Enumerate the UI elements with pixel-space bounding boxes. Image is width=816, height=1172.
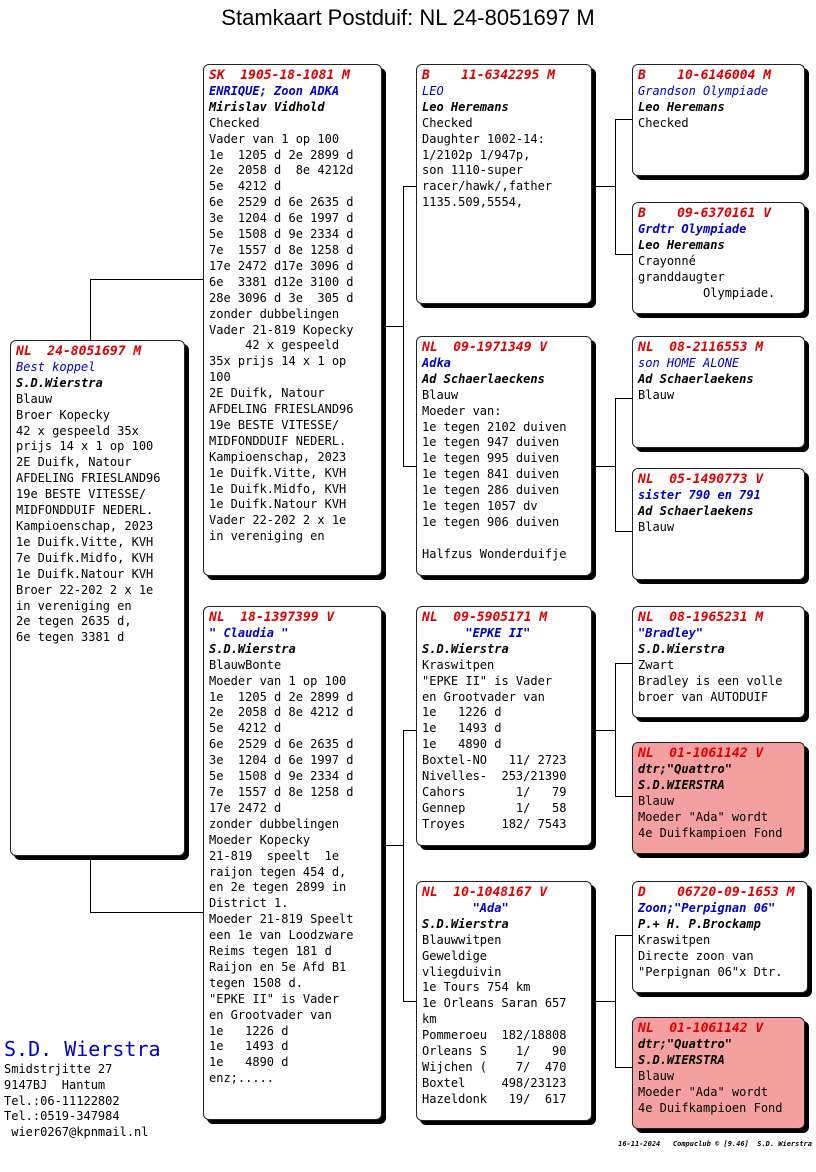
detail-line: en Grootvader van — [209, 1007, 332, 1022]
pigeon-details — [638, 658, 800, 706]
pigeon-nickname: Zoon;"Perpignan 06" — [638, 900, 776, 915]
pedigree-card-sire-dam — [416, 336, 592, 576]
detail-line: Pommeroeu 182/18808 — [422, 1028, 567, 1043]
detail-line: racer/hawk/,father — [422, 179, 553, 194]
detail-line: 7e 1557 d 8e 1258 d — [209, 242, 354, 257]
detail-line: 1e 1226 d — [422, 705, 502, 720]
pigeon-details — [209, 658, 377, 1087]
detail-line: Moeder "Ada" wordt — [638, 1084, 769, 1099]
detail-line: 21-819 speelt 1e — [209, 848, 340, 863]
detail-line: Bradley is een volle — [638, 673, 783, 688]
detail-line: Moeder 21-819 Speelt — [209, 912, 354, 927]
connector-line — [403, 186, 404, 466]
pedigree-card-sire-sire-sire — [632, 64, 805, 176]
detail-line: km — [422, 1012, 437, 1027]
connector-line — [403, 1001, 416, 1002]
pigeon-nickname: Grandson Olympiade — [638, 83, 769, 98]
connector-line — [596, 1001, 615, 1002]
pigeon-nickname: Grdtr Olympiade — [638, 221, 747, 236]
pigeon-owner: Leo Heremans — [638, 99, 725, 114]
detail-line: Blauw — [422, 387, 459, 402]
pedigree-card-dam — [203, 606, 382, 1120]
detail-line: Broer 22-202 2 x 1e — [16, 582, 154, 597]
detail-line: enz;..... — [209, 1071, 275, 1086]
detail-line: Zwart — [638, 657, 675, 672]
connector-line — [90, 279, 203, 280]
ring-number: NL 08-1965231 M — [638, 610, 764, 625]
detail-line: Checked — [638, 115, 689, 130]
detail-line: 1e Duifk.Vitte, KVH — [209, 465, 347, 480]
detail-line: Blauw — [16, 391, 53, 406]
pigeon-owner: Leo Heremans — [422, 99, 509, 114]
connector-line — [403, 466, 416, 467]
connector-line — [403, 186, 416, 187]
detail-line: Moeder van: — [422, 403, 502, 418]
detail-line: Troyes 182/ 7543 — [422, 816, 567, 831]
detail-line: 1e Duifk.Midfo, KVH — [209, 481, 347, 496]
detail-line: 4e Duifkampioen Fond — [638, 825, 783, 840]
detail-line: 5e 1508 d 9e 2334 d — [209, 227, 354, 242]
pigeon-details — [422, 658, 587, 833]
connector-line — [596, 730, 615, 731]
detail-line: Cahors 1/ 79 — [422, 784, 567, 799]
ring-number: B 11-6342295 M — [422, 68, 556, 83]
detail-line: AFDELING FRIESLAND96 — [209, 402, 354, 417]
detail-line: Vader van 1 op 100 — [209, 131, 340, 146]
pigeon-nickname: LEO — [422, 83, 444, 98]
detail-line: Moeder van 1 op 100 — [209, 673, 347, 688]
pigeon-owner: Mirislav Vidhold — [209, 99, 325, 114]
detail-line: son 1110-super — [422, 163, 524, 178]
detail-line: prijs 14 x 1 op 100 — [16, 439, 154, 454]
pigeon-nickname: " Claudia " — [209, 625, 289, 640]
detail-line: Kampioenschap, 2023 — [16, 518, 154, 533]
pigeon-details — [638, 1069, 800, 1117]
detail-line: AFDELING FRIESLAND96 — [16, 471, 161, 486]
pigeon-details — [638, 116, 800, 132]
pedigree-card-dam-sire-dam — [632, 742, 805, 854]
pedigree-card-subject — [10, 340, 185, 856]
detail-line: een 1e van Loodzware — [209, 928, 354, 943]
pigeon-owner: Leo Heremans — [638, 237, 725, 252]
detail-line: Checked — [422, 115, 473, 130]
detail-line: "EPKE II" is Vader — [422, 673, 553, 688]
breeder-address — [4, 1036, 161, 1141]
detail-line: Blauw — [638, 1068, 675, 1083]
detail-line: 1e tegen 995 duiven — [422, 451, 560, 466]
pedigree-card-dam-sire — [416, 606, 592, 846]
detail-line: Gennep 1/ 58 — [422, 800, 567, 815]
detail-line: 1e tegen 2102 duiven — [422, 419, 567, 434]
detail-line: 2e 2058 d 8e 4212d — [209, 163, 354, 178]
detail-line: 6e 2529 d 6e 2635 d — [209, 737, 354, 752]
detail-line: granddaugter — [638, 269, 725, 284]
footer-credit: 16-11-2024 Compuclub © [9.46] S.D. Wierstra — [618, 1140, 812, 1148]
breeder-phone: Tel.:06-11122802 — [4, 1093, 120, 1108]
ring-number: NL 09-1971349 V — [422, 340, 548, 355]
connector-line — [615, 935, 616, 1067]
detail-line: 5e 4212 d — [209, 721, 282, 736]
connector-line — [615, 531, 632, 532]
pigeon-details — [638, 388, 800, 404]
detail-line: Boxtel-NO 11/ 2723 — [422, 753, 567, 768]
detail-line: Kampioenschap, 2023 — [209, 449, 347, 464]
detail-line: 3e 1204 d 6e 1997 d — [209, 211, 354, 226]
connector-line — [615, 398, 616, 531]
detail-line: 7e 1557 d 8e 1258 d — [209, 784, 354, 799]
pigeon-owner: S.D.Wierstra — [209, 641, 296, 656]
connector-line — [90, 279, 91, 340]
pigeon-details — [638, 520, 800, 536]
pedigree-card-sire — [203, 64, 382, 576]
detail-line: 1/2102p 1/947p, — [422, 147, 531, 162]
pigeon-details — [16, 392, 180, 647]
detail-line: 1e tegen 286 duiven — [422, 483, 560, 498]
connector-line — [386, 845, 403, 846]
detail-line: 17e 2472 d — [209, 800, 282, 815]
detail-line: MIDFONDDUIF NEDERL. — [16, 503, 154, 518]
detail-line: 1e Duifk.Natour KVH — [209, 497, 347, 512]
breeder-street: Smidstrjitte 27 — [4, 1062, 113, 1076]
detail-line: 100 — [209, 370, 231, 385]
detail-line: 42 x gespeeld 35x — [16, 423, 139, 438]
detail-line: 7e Duifk.Midfo, KVH — [16, 550, 154, 565]
detail-line: 1e Duifk.Natour KVH — [16, 566, 154, 581]
detail-line: 17e 2472 d17e 3096 d — [209, 258, 354, 273]
pigeon-details — [209, 116, 377, 545]
detail-line: District 1. — [209, 896, 289, 911]
detail-line: Kraswitpen — [422, 657, 495, 672]
detail-line: 3e 1204 d 6e 1997 d — [209, 753, 354, 768]
detail-line: Halfzus Wonderduifje — [422, 546, 567, 561]
ring-number: NL 18-1397399 V — [209, 610, 335, 625]
pigeon-nickname: "EPKE II" — [422, 625, 531, 640]
connector-line — [615, 119, 632, 120]
pedigree-card-dam-sire-sire — [632, 606, 805, 718]
detail-line: Directe zoon van — [638, 948, 754, 963]
detail-line: Orleans S 1/ 90 — [422, 1044, 567, 1059]
ring-number: NL 05-1490773 V — [638, 472, 764, 487]
pigeon-owner: S.D.Wierstra — [422, 641, 509, 656]
detail-line: Moeder Kopecky — [209, 832, 311, 847]
pigeon-details — [422, 388, 587, 563]
detail-line: 1e tegen 841 duiven — [422, 467, 560, 482]
detail-line: 1e 4890 d — [422, 737, 502, 752]
detail-line: 1e 1493 d — [209, 1039, 289, 1054]
detail-line: Raijon en 5e Afd B1 — [209, 959, 347, 974]
detail-line: Crayonné — [638, 253, 696, 268]
detail-line: 1e Duifk.Vitte, KVH — [16, 534, 154, 549]
detail-line: Checked — [209, 115, 260, 130]
detail-line: zonder dubbelingen — [209, 816, 340, 831]
detail-line: en 2e tegen 2899 in — [209, 880, 347, 895]
breeder-name: S.D. Wierstra — [4, 1037, 161, 1061]
breeder-city: 9147BJ Hantum — [4, 1077, 106, 1092]
detail-line: 5e 1508 d 9e 2334 d — [209, 769, 354, 784]
detail-line: 1e tegen 1057 dv — [422, 499, 538, 514]
page-title: Stamkaart Postduif: NL 24-8051697 M — [221, 5, 595, 30]
connector-line — [403, 730, 404, 1001]
connector-line — [615, 1067, 632, 1068]
pedigree-card-dam-dam — [416, 881, 592, 1121]
detail-line: raijon tegen 454 d, — [209, 864, 347, 879]
detail-line: 1e 4890 d — [209, 1055, 289, 1070]
detail-line: Wijchen ( 7/ 470 — [422, 1059, 567, 1074]
pigeon-nickname: dtr;"Quattro" — [638, 1036, 732, 1051]
pigeon-nickname: dtr;"Quattro" — [638, 761, 732, 776]
detail-line: 1e Tours 754 km — [422, 980, 531, 995]
pigeon-details — [638, 794, 800, 842]
detail-line: 6e 3381 d12e 3100 d — [209, 274, 354, 289]
detail-line: 35x prijs 14 x 1 op — [209, 354, 347, 369]
connector-line — [596, 466, 615, 467]
detail-line: Reims tegen 181 d — [209, 944, 332, 959]
detail-line: Daughter 1002-14: — [422, 131, 545, 146]
detail-line: 1e 1205 d 2e 2899 d — [209, 147, 354, 162]
ring-number: NL 08-2116553 M — [638, 340, 764, 355]
pedigree-card-sire-dam-dam — [632, 468, 805, 580]
detail-line: 4e Duifkampioen Fond — [638, 1100, 783, 1115]
detail-line: 1e Orleans Saran 657 — [422, 996, 567, 1011]
detail-line: Vader 22-202 2 x 1e — [209, 513, 347, 528]
pigeon-nickname: sister 790 en 791 — [638, 487, 761, 502]
pigeon-owner: S.D.Wierstra — [16, 375, 103, 390]
detail-line: Nivelles- 253/21390 — [422, 769, 567, 784]
detail-line: Blauw — [638, 519, 675, 534]
detail-line: Hazeldonk 19/ 617 — [422, 1091, 567, 1106]
connector-line — [615, 398, 632, 399]
ring-number: SK 1905-18-1081 M — [209, 68, 350, 83]
detail-line: Broer Kopecky — [16, 407, 110, 422]
breeder-email: wier0267@kpnmail.nl — [4, 1125, 149, 1140]
detail-line: en Grootvader van — [422, 689, 545, 704]
detail-line: vliegduivin — [422, 964, 502, 979]
connector-line — [615, 663, 616, 796]
detail-line: "Perpignan 06"x Dtr. — [638, 964, 783, 979]
detail-line: 6e 2529 d 6e 2635 d — [209, 195, 354, 210]
pigeon-nickname: son HOME ALONE — [638, 355, 740, 370]
detail-line: 1135.509,5554, — [422, 195, 524, 210]
connector-line — [615, 663, 632, 664]
pigeon-details — [422, 933, 587, 1108]
pigeon-nickname: "Bradley" — [638, 625, 704, 640]
pigeon-owner: P.+ H. P.Brockamp — [638, 916, 761, 931]
detail-line: in vereniging en — [209, 529, 325, 544]
detail-line: 2e 2058 d 8e 4212 d — [209, 705, 354, 720]
pigeon-owner: Ad Schaerlaekens — [638, 371, 754, 386]
pigeon-details — [638, 933, 803, 981]
ring-number: D 06720-09-1653 M — [638, 885, 795, 900]
detail-line: 1e 1493 d — [422, 721, 502, 736]
pigeon-nickname: ENRIQUE; Zoon ADKA — [209, 83, 340, 98]
detail-line: 1e 1205 d 2e 2899 d — [209, 689, 354, 704]
pigeon-details — [422, 116, 587, 211]
pigeon-nickname: Best koppel — [16, 359, 96, 374]
connector-line — [90, 912, 203, 913]
ring-number: NL 10-1048167 V — [422, 885, 548, 900]
connector-line — [403, 730, 416, 731]
detail-line: Vader 21-819 Kopecky — [209, 322, 354, 337]
detail-line: 2e tegen 2635 d, — [16, 614, 132, 629]
connector-line — [90, 856, 91, 912]
detail-line: BlauwBonte — [209, 657, 282, 672]
ring-number: NL 01-1061142 V — [638, 1021, 764, 1036]
detail-line — [422, 531, 587, 547]
pigeon-owner: S.D.WIERSTRA — [638, 1052, 725, 1067]
detail-line: Boxtel 498/23123 — [422, 1075, 567, 1090]
breeder-phone: Tel.:0519-347984 — [4, 1109, 120, 1124]
detail-line: 6e tegen 3381 d — [16, 630, 125, 645]
pedigree-card-dam-dam-dam — [632, 1017, 805, 1129]
pigeon-nickname: Adka — [422, 355, 451, 370]
connector-line — [596, 186, 615, 187]
detail-line: Geweldige — [422, 948, 488, 963]
pigeon-owner: Ad Schaerlaekens — [638, 503, 754, 518]
pigeon-owner: S.D.WIERSTRA — [638, 777, 725, 792]
detail-line: 28e 3096 d 3e 305 d — [209, 290, 354, 305]
connector-line — [386, 326, 403, 327]
pedigree-card-dam-dam-sire — [632, 881, 808, 993]
connector-line — [615, 935, 632, 936]
detail-line: "EPKE II" is Vader — [209, 991, 340, 1006]
detail-line: tegen 1508 d. — [209, 975, 303, 990]
ring-number: B 10-6146004 M — [638, 68, 772, 83]
detail-line: 5e 4212 d — [209, 179, 282, 194]
ring-number: NL 24-8051697 M — [16, 344, 142, 359]
detail-line: Blauw — [638, 793, 675, 808]
pigeon-owner: S.D.Wierstra — [422, 916, 509, 931]
detail-line: 1e tegen 906 duiven — [422, 514, 560, 529]
pigeon-owner: S.D.Wierstra — [638, 641, 725, 656]
detail-line: Blauw — [638, 387, 675, 402]
ring-number: NL 01-1061142 V — [638, 746, 764, 761]
pigeon-nickname: "Ada" — [422, 900, 509, 915]
detail-line: MIDFONDDUIF NEDERL. — [209, 433, 347, 448]
connector-line — [615, 119, 616, 254]
pigeon-owner: Ad Schaerlaeckens — [422, 371, 545, 386]
detail-line: zonder dubbelingen — [209, 306, 340, 321]
pedigree-card-sire-sire-dam — [632, 202, 805, 314]
detail-line: 42 x gespeeld — [209, 338, 340, 353]
connector-line — [615, 254, 632, 255]
detail-line: in vereniging en — [16, 598, 132, 613]
detail-line: Olympiade. — [638, 285, 776, 300]
detail-line: broer van AUTODUIF — [638, 689, 769, 704]
ring-number: NL 09-5905171 M — [422, 610, 548, 625]
detail-line: Moeder "Ada" wordt — [638, 809, 769, 824]
detail-line: 1e 1226 d — [209, 1023, 289, 1038]
detail-line: 2E Duifk, Natour — [16, 455, 132, 470]
detail-line: 2E Duifk, Natour — [209, 386, 325, 401]
pigeon-details — [638, 254, 800, 302]
connector-line — [615, 796, 632, 797]
pedigree-card-sire-dam-sire — [632, 336, 805, 448]
detail-line: 1e tegen 947 duiven — [422, 435, 560, 450]
detail-line: 19e BESTE VITESSE/ — [16, 487, 147, 502]
detail-line: 19e BESTE VITESSE/ — [209, 417, 340, 432]
detail-line: Blauwwitpen — [422, 932, 502, 947]
detail-line: Kraswitpen — [638, 932, 711, 947]
ring-number: B 09-6370161 V — [638, 206, 772, 221]
pedigree-card-sire-sire — [416, 64, 592, 304]
